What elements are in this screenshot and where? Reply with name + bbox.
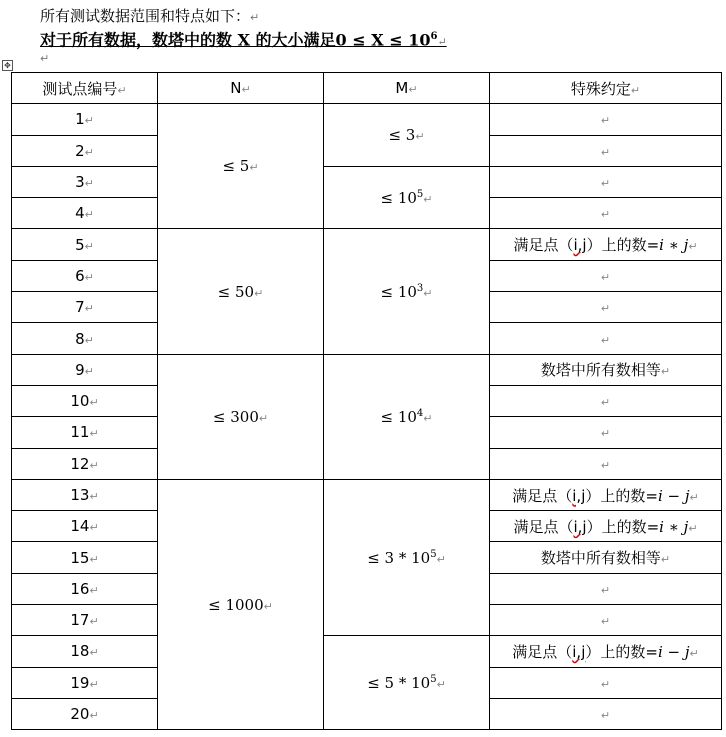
note-prefix: 满足点（ xyxy=(512,486,573,505)
special-note xyxy=(513,518,688,536)
cell-paragraph-mark: ↵ xyxy=(600,114,611,128)
cell-paragraph-mark: ↵ xyxy=(89,490,99,503)
m-range-base: ≤ 10 xyxy=(380,188,417,207)
test-id: 14 xyxy=(70,517,90,536)
special-note-cell xyxy=(490,667,722,698)
m-range-cell xyxy=(324,636,490,730)
special-note-cell xyxy=(490,166,722,197)
test-id: 10 xyxy=(70,392,90,411)
header-cell xyxy=(158,73,324,104)
test-id-cell xyxy=(12,448,158,479)
cell-paragraph-mark: ↵ xyxy=(84,270,94,284)
note-coords: i,j xyxy=(573,517,587,536)
special-note-cell xyxy=(490,135,722,166)
note-mid: ）上的数= xyxy=(585,486,658,505)
special-note-cell xyxy=(490,605,722,636)
test-id: 20 xyxy=(70,705,90,724)
test-id-cell xyxy=(12,511,158,542)
test-id: 9 xyxy=(75,360,85,379)
cell-paragraph-mark: ↵ xyxy=(415,130,425,144)
test-data-table xyxy=(11,72,722,730)
cell-paragraph-mark: ↵ xyxy=(84,302,94,316)
special-note: 数塔中所有数相等 xyxy=(540,361,661,380)
cell-paragraph-mark: ↵ xyxy=(689,490,699,504)
special-note: 数塔中所有数相等 xyxy=(540,549,661,568)
cell-paragraph-mark: ↵ xyxy=(600,145,611,159)
test-id: 2 xyxy=(75,141,85,160)
cell-paragraph-mark: ↵ xyxy=(660,553,671,567)
special-note-cell xyxy=(490,323,722,354)
test-id-cell xyxy=(12,605,158,636)
note-expression: i − j xyxy=(657,642,690,661)
header-cell xyxy=(490,73,722,104)
table-header-row xyxy=(12,73,722,104)
cell-paragraph-mark: ↵ xyxy=(660,365,671,379)
cell-paragraph-mark: ↵ xyxy=(89,615,99,629)
test-id-cell xyxy=(12,229,158,260)
cell-paragraph-mark: ↵ xyxy=(241,83,251,97)
cell-paragraph-mark: ↵ xyxy=(117,83,127,97)
cell-paragraph-mark: ↵ xyxy=(84,333,94,347)
test-id-cell xyxy=(12,698,158,729)
special-note-cell xyxy=(490,417,722,448)
test-id: 17 xyxy=(70,611,90,630)
test-id: 5 xyxy=(75,235,85,254)
test-id-cell xyxy=(12,104,158,135)
note-expression: i − j xyxy=(657,486,690,505)
cell-paragraph-mark: ↵ xyxy=(436,677,446,691)
m-range-base: ≤ 3 * 10 xyxy=(367,548,431,567)
cell-paragraph-mark: ↵ xyxy=(600,615,611,629)
m-range-exponent: 5 xyxy=(416,188,424,200)
test-id-cell xyxy=(12,667,158,698)
cell-paragraph-mark: ↵ xyxy=(423,286,433,300)
m-range-base: ≤ 3 xyxy=(388,126,416,145)
special-note-cell xyxy=(490,260,722,291)
test-id-cell xyxy=(12,166,158,197)
m-range-exponent: 5 xyxy=(430,548,437,560)
special-note-cell xyxy=(490,354,722,385)
cell-paragraph-mark: ↵ xyxy=(436,552,446,566)
special-note-cell xyxy=(490,511,722,542)
note-mid: ）上的数= xyxy=(586,517,660,536)
cell-paragraph-mark: ↵ xyxy=(688,521,698,535)
test-id: 6 xyxy=(75,266,85,285)
test-id-cell xyxy=(12,573,158,604)
test-id-cell xyxy=(12,354,158,385)
cell-paragraph-mark: ↵ xyxy=(600,458,611,472)
m-range xyxy=(367,549,436,567)
note-prefix: 满足点（ xyxy=(513,517,574,536)
test-id-cell xyxy=(12,260,158,291)
cell-paragraph-mark: ↵ xyxy=(84,208,94,222)
test-id: 18 xyxy=(70,642,90,661)
cell-paragraph-mark: ↵ xyxy=(600,302,611,316)
table-row xyxy=(12,354,722,385)
test-id: 8 xyxy=(75,329,85,348)
special-note xyxy=(512,643,689,661)
cell-paragraph-mark: ↵ xyxy=(84,114,94,128)
constraint-statement: 对于所有数据，数塔中的数 X 的大小满足$0 \le X \le 10^6↵$ xyxy=(40,30,447,50)
cell-paragraph-mark: ↵ xyxy=(84,177,94,191)
cell-paragraph-mark: ↵ xyxy=(89,583,99,597)
cell-paragraph-mark: ↵ xyxy=(84,145,94,159)
m-range-exponent: 3 xyxy=(416,282,424,294)
table-row xyxy=(12,166,722,197)
note-prefix: 满足点（ xyxy=(512,642,573,661)
header-label: N xyxy=(230,79,242,98)
special-note-cell xyxy=(490,198,722,229)
m-range-cell xyxy=(324,166,490,229)
cell-paragraph-mark: ↵ xyxy=(600,427,611,441)
test-id: 15 xyxy=(70,548,90,567)
note-expression: i ∗ j xyxy=(659,236,689,255)
cell-paragraph-mark: ↵ xyxy=(408,83,418,97)
test-id: 4 xyxy=(75,204,85,223)
test-id-cell xyxy=(12,292,158,323)
n-range: ≤ 5 xyxy=(222,157,250,176)
m-range-exponent: 5 xyxy=(430,673,437,685)
n-range: ≤ 1000 xyxy=(208,595,264,614)
header-label: 特殊约定 xyxy=(570,79,631,98)
m-range xyxy=(380,283,423,301)
intro-text: 所有测试数据范围和特点如下：↵ xyxy=(40,7,260,25)
paragraph-mark: ↵ xyxy=(40,52,50,65)
n-range: ≤ 300 xyxy=(212,407,259,426)
cell-paragraph-mark: ↵ xyxy=(89,458,99,472)
special-note-cell xyxy=(490,698,722,729)
table-row xyxy=(12,229,722,260)
m-range-cell xyxy=(324,104,490,167)
cell-paragraph-mark: ↵ xyxy=(249,161,259,175)
cell-paragraph-mark: ↵ xyxy=(600,583,611,597)
cell-paragraph-mark: ↵ xyxy=(84,239,94,253)
cell-paragraph-mark: ↵ xyxy=(600,270,611,284)
test-id: 19 xyxy=(70,673,90,692)
special-note xyxy=(512,487,689,505)
test-id-cell xyxy=(12,135,158,166)
special-note-cell xyxy=(490,542,722,573)
cell-paragraph-mark: ↵ xyxy=(89,396,99,410)
cell-paragraph-mark: ↵ xyxy=(89,552,99,566)
cell-paragraph-mark: ↵ xyxy=(423,192,433,206)
header-label: 测试点编号 xyxy=(42,79,118,98)
special-note-cell xyxy=(490,292,722,323)
m-range-base: ≤ 5 * 10 xyxy=(367,673,431,692)
m-range-cell xyxy=(324,479,490,635)
test-id-cell xyxy=(12,198,158,229)
test-id: 7 xyxy=(75,298,85,317)
table-row xyxy=(12,636,722,667)
test-id: 16 xyxy=(70,579,90,598)
header-label: M xyxy=(395,79,409,98)
m-range-cell xyxy=(324,229,490,354)
note-coords: i,j xyxy=(572,642,586,661)
m-range-cell xyxy=(324,354,490,479)
table-row xyxy=(12,104,722,135)
m-range xyxy=(367,674,436,692)
m-range xyxy=(380,408,423,426)
cell-paragraph-mark: ↵ xyxy=(600,677,611,691)
n-range-cell xyxy=(158,479,324,729)
cell-paragraph-mark: ↵ xyxy=(89,427,99,441)
cell-paragraph-mark: ↵ xyxy=(258,411,269,425)
cell-paragraph-mark: ↵ xyxy=(263,599,273,613)
cell-paragraph-mark: ↵ xyxy=(254,286,264,300)
special-note-cell xyxy=(490,104,722,135)
header-cell xyxy=(324,73,490,104)
special-note-cell xyxy=(490,479,722,510)
note-prefix: 满足点（ xyxy=(513,236,574,255)
test-id-cell xyxy=(12,479,158,510)
cell-paragraph-mark: ↵ xyxy=(84,364,94,378)
special-note-cell xyxy=(490,448,722,479)
cell-paragraph-mark: ↵ xyxy=(89,646,99,660)
special-note-cell xyxy=(490,229,722,260)
n-range-cell xyxy=(158,104,324,229)
test-id-cell xyxy=(12,323,158,354)
cell-paragraph-mark: ↵ xyxy=(630,83,641,97)
special-note-cell xyxy=(490,573,722,604)
test-id: 13 xyxy=(70,486,90,504)
cell-paragraph-mark: ↵ xyxy=(600,208,611,222)
test-id-cell xyxy=(12,542,158,573)
m-range-base: ≤ 10 xyxy=(380,282,417,301)
special-note xyxy=(513,236,688,254)
note-coords: i,j xyxy=(572,486,586,505)
cell-paragraph-mark: ↵ xyxy=(89,709,99,723)
cell-paragraph-mark: ↵ xyxy=(600,177,611,191)
m-range xyxy=(380,189,423,207)
cell-paragraph-mark: ↵ xyxy=(689,646,699,660)
n-range: ≤ 50 xyxy=(217,282,255,301)
test-id: 12 xyxy=(70,454,90,473)
cell-paragraph-mark: ↵ xyxy=(688,240,698,254)
note-mid: ）上的数= xyxy=(586,236,660,255)
test-id: 11 xyxy=(70,423,90,442)
special-note-cell xyxy=(490,385,722,416)
cell-paragraph-mark: ↵ xyxy=(89,521,99,535)
n-range-cell xyxy=(158,354,324,479)
special-note-cell xyxy=(490,636,722,667)
test-id-cell xyxy=(12,417,158,448)
header-cell xyxy=(12,73,158,104)
note-mid: ）上的数= xyxy=(585,642,658,661)
test-id: 3 xyxy=(75,173,85,192)
test-id-cell xyxy=(12,636,158,667)
m-range-base: ≤ 10 xyxy=(380,407,417,426)
m-range xyxy=(388,126,415,144)
m-range-exponent: 4 xyxy=(416,407,424,419)
cell-paragraph-mark: ↵ xyxy=(600,709,611,723)
note-expression: i ∗ j xyxy=(659,517,689,536)
cell-paragraph-mark: ↵ xyxy=(600,396,611,410)
table-row xyxy=(12,479,722,510)
table-move-handle-icon[interactable]: ✥ xyxy=(2,60,13,71)
cell-paragraph-mark: ↵ xyxy=(600,333,611,347)
n-range-cell xyxy=(158,229,324,354)
note-coords: i,j xyxy=(573,236,587,255)
cell-paragraph-mark: ↵ xyxy=(89,677,99,691)
test-id: 1 xyxy=(75,110,85,129)
test-id-cell xyxy=(12,385,158,416)
cell-paragraph-mark: ↵ xyxy=(423,411,433,425)
